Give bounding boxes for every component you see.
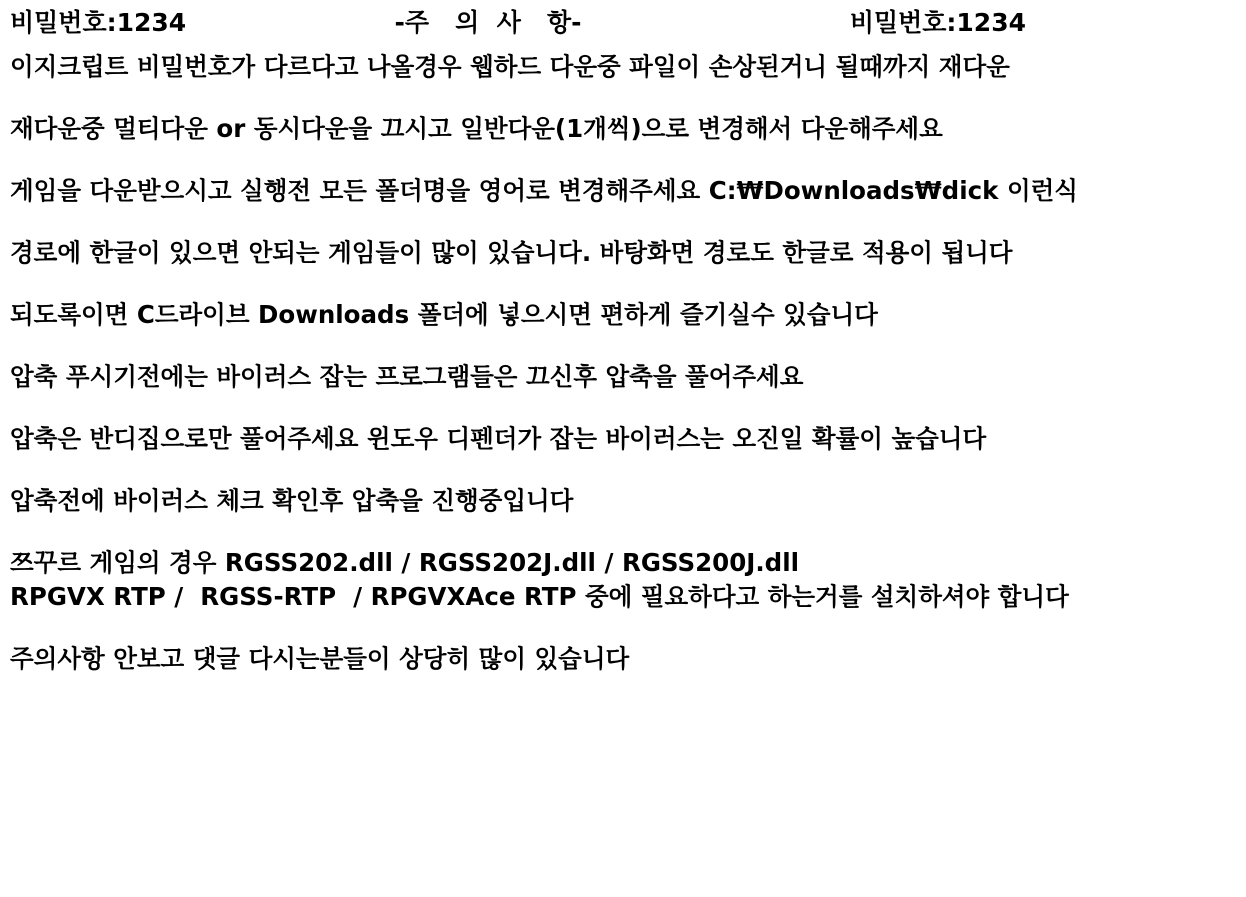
notice-line: RPGVX RTP / RGSS-RTP / RPGVXAce RTP 중에 필요하다고 하는거를 설치하셔야 합니다 — [10, 582, 1069, 611]
password-label-left: 비밀번호:1234 — [10, 8, 187, 37]
notice-line: 주의사항 안보고 댓글 다시는분들이 상당히 많이 있습니다 — [10, 644, 630, 673]
notice-line: 재다운중 멀티다운 or 동시다운을 끄시고 일반다운(1개씩)으로 변경해서 다운해주세요 — [10, 114, 943, 143]
notice-line: 압축은 반디집으로만 풀어주세요 윈도우 디펜더가 잡는 바이러스는 오진일 확률이 높습니다 — [10, 424, 987, 453]
password-label-right: 비밀번호:1234 — [849, 8, 1026, 37]
notice-line: 이지크립트 비밀번호가 다르다고 나올경우 웹하드 다운중 파일이 손상된거니 될때까지 재다운 — [10, 52, 1010, 81]
notice-line: 쯔꾸르 게임의 경우 RGSS202.dll / RGSS202J.dll / RGSS200J.dll — [10, 548, 800, 577]
page-title: -주 의 사 항- — [394, 8, 582, 37]
notice-line: 압축 푸시기전에는 바이러스 잡는 프로그램들은 끄신후 압축을 풀어주세요 — [10, 362, 804, 391]
notice-line: 되도록이면 C드라이브 Downloads 폴더에 넣으시면 편하게 즐기실수 있습니다 — [10, 300, 878, 329]
notice-line: 압축전에 바이러스 체크 확인후 압축을 진행중입니다 — [10, 486, 574, 515]
document-header — [10, 8, 1236, 52]
notice-line: 게임을 다운받으시고 실행전 모든 폴더명을 영어로 변경해주세요 C:₩Downloads₩dick 이런식 — [10, 176, 1078, 205]
notice-line: 경로에 한글이 있으면 안되는 게임들이 많이 있습니다. 바탕화면 경로도 한글로 적용이 됩니다 — [10, 238, 1013, 267]
